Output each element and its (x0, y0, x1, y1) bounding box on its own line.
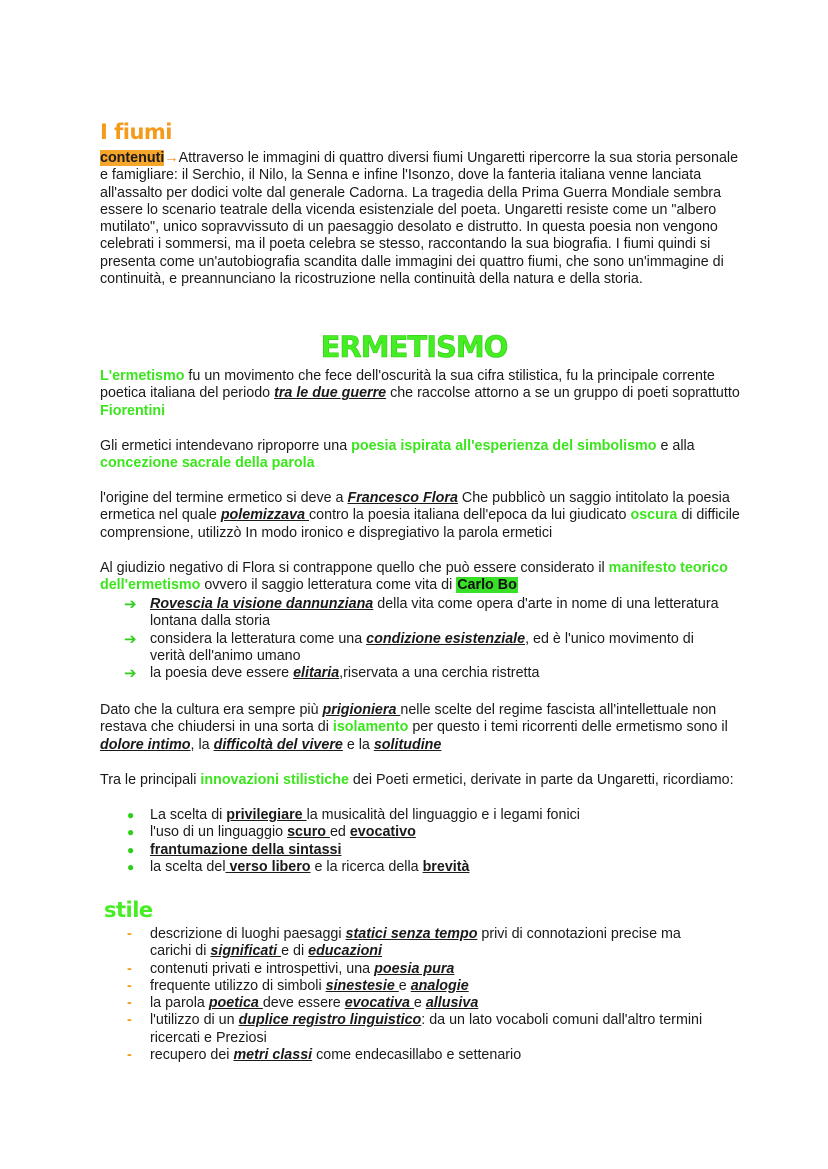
bullet-icon: ● (127, 859, 135, 874)
section-title-fiumi: I fiumi (100, 120, 172, 144)
fiumi-text: Attraverso le immagini di quattro diversi fiumi Ungaretti ripercorre la sua storia personale e famigliare: il Serchio, il Nilo, la Senna e infine l'Isonzo, dove la fanteria italiana venne lanciata all'assalto per dodici volte dal generale Cadorna. La tragedia della Prima Guerra Mondiale sembra essere lo scenario teatrale della vicenda esistenziale del poeta. Ungaretti resiste come un "albero mutilato", unico sopravvissuto di un paesaggio desolato e distrutto. In questa poesia non vengono celebrati i sommersi, ma il poeta celebra se stesso, raccontando la sua biografia. I fiumi quindi si presenta come un'autobiografia scandita dalle immagini dei quattro fiumi, che sono un'immagine di continuità, e preannunciano la ricostruzione nella continuità della natura e della storia. (100, 150, 739, 288)
dash-list (124, 926, 724, 1064)
list-item: ➔ considera la letteratura come una condizione esistenziale, ed è l'unico movimento di verità dell'animo umano (124, 630, 694, 664)
right-arrow-icon: → (164, 150, 179, 166)
bullet-icon: ● (127, 842, 135, 857)
innovazioni-paragraph: Tra le principali innovazioni stilistiche dei Poeti ermetici, derivate in parte da Ungaretti, ricordiamo: (100, 772, 734, 788)
fiorentini-text: Fiorentini (100, 402, 166, 419)
ermetismo-intro-paragraph: L'ermetismo fu un movimento che fece dell'oscurità la sua cifra stilistica, fu la principale corrente poetica italiana del periodo tra le due guerre che raccolse attorno a se un gruppo di poeti soprattutto Fiorentini (100, 368, 740, 419)
term-ermetismo: L'ermetismo (100, 368, 185, 384)
bullet-icon: ● (127, 825, 135, 840)
list-item: ● La scelta di privilegiare la musicalità del linguaggio e i legami fonici (127, 807, 580, 823)
list-item: - recupero dei metri classi come endecasillabo e settenario (127, 1047, 522, 1064)
list-item: - contenuti privati e introspettivi, una poesia pura (127, 960, 455, 977)
period-text: tra le due guerre (274, 385, 387, 402)
list-item: ➔ Rovescia la visione dannunziana della vita come opera d'arte in nome di una letteratura lontana dalla storia (124, 596, 719, 630)
fiumi-paragraph (100, 150, 740, 288)
francesco-flora-text: Francesco Flora (347, 490, 458, 506)
bullet-icon: ● (127, 808, 135, 822)
bullet-list (124, 807, 724, 876)
list-item: ➔ la poesia deve essere elitaria,riservata a una cerchia ristretta (124, 665, 540, 683)
dash-bullet-icon: - (127, 960, 132, 977)
list-item: - frequente utilizzo di simboli sinestesie e analogie (127, 977, 469, 994)
dash-bullet-icon: - (127, 1047, 132, 1064)
ermetici-paragraph: Gli ermetici intendevano riproporre una poesia ispirata all'esperienza del simbolismo e alla concezione sacrale della parola (100, 438, 695, 472)
list-item: ● la scelta del verso libero e la ricerca della brevità (127, 858, 470, 875)
arrow-bullet-icon: ➔ (124, 596, 137, 613)
arrow-list (124, 596, 724, 682)
arrow-bullet-icon: ➔ (124, 665, 137, 683)
dash-bullet-icon: - (127, 995, 132, 1012)
list-item: - l'utilizzo di un duplice registro linguistico: da un lato vocaboli comuni dall'altro termini ricercati e Preziosi (127, 1012, 703, 1046)
cultura-paragraph: Dato che la cultura era sempre più prigioniera nelle scelte del regime fascista all'intellettuale non restava che chiudersi in una sorta di isolamento per questo i temi ricorrenti delle ermetismo sono il dolore intimo, la difficoltà del vivere e la solitudine (100, 702, 728, 753)
section-title-stile: stile (104, 898, 153, 922)
contenuti-highlight: contenuti (100, 150, 165, 166)
arrow-bullet-icon: ➔ (124, 630, 137, 648)
list-item: - la parola poetica deve essere evocativa e allusiva (127, 995, 479, 1012)
section-title-ermetismo: ERMETISMO (320, 330, 508, 364)
list-item: - descrizione di luoghi paesaggi statici senza tempo privi di connotazioni precise ma carichi di significati e di educazioni (127, 926, 681, 960)
carlo-bo-highlight: Carlo Bo (457, 577, 517, 594)
dash-bullet-icon: - (127, 977, 132, 994)
giudizio-paragraph: Al giudizio negativo di Flora si contrappone quello che può essere considerato il manifesto teorico dell'ermetismo ovvero il saggio letteratura come vita di Carlo Bo (100, 560, 728, 594)
dash-bullet-icon: - (127, 926, 132, 942)
origine-paragraph: l'origine del termine ermetico si deve a Francesco Flora Che pubblicò un saggio intitolato la poesia ermetica nel quale polemizzava contro la poesia italiana dell'epoca da lui giudicato oscura di difficile comprensione, utilizzò In modo ironico e dispregiativo la parola ermetici (100, 490, 740, 541)
list-item: ● frantumazione della sintassi (127, 841, 342, 858)
list-item: ● l'uso di un linguaggio scuro ed evocativo (127, 824, 416, 841)
dash-bullet-icon: - (127, 1012, 132, 1029)
